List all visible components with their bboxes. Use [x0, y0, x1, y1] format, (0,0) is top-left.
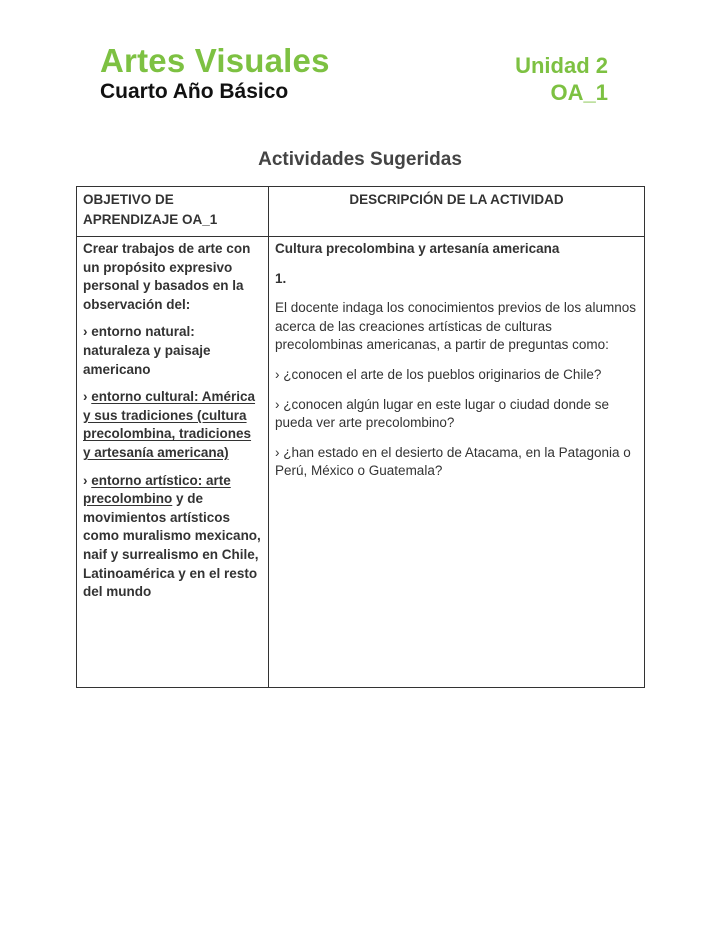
- activity-question-3: › ¿han estado en el desierto de Atacama, en la Patagonia o Perú, México o Guatemala?: [275, 444, 631, 479]
- objective-item-artistic-rest: y de movimientos artísticos como muralismo mexicano, naif y surrealismo en Chile, Latinoamérica y en el resto del mundo: [83, 491, 261, 600]
- objective-item-artistic-underlined: entorno artístico: arte precolombino: [83, 472, 231, 507]
- unit-label: Unidad 2: [515, 53, 608, 78]
- header-description: DESCRIPCIÓN DE LA ACTIVIDAD: [269, 187, 645, 237]
- activity-title: Cultura precolombina y artesanía americana: [275, 241, 560, 256]
- bullet: ›: [83, 472, 92, 488]
- oa-label: OA_1: [550, 80, 608, 105]
- activity-number: 1.: [275, 270, 287, 286]
- objective-item-cultural-text: entorno cultural: América y sus tradiciones (cultura precolombina, tradiciones y artesanía americana): [83, 389, 256, 460]
- section-title: Actividades Sugeridas: [258, 149, 462, 170]
- objective-item-artistic: [83, 472, 262, 602]
- activity-question-1: › ¿conocen el arte de los pueblos originarios de Chile?: [275, 366, 602, 382]
- activity-paragraph: El docente indaga los conocimientos previos de los alumnos acerca de las creaciones artísticas de culturas precolombinas americanas, a partir de preguntas como:: [275, 300, 636, 353]
- objective-item-natural: › entorno natural: naturaleza y paisaje americano: [83, 324, 211, 377]
- table-header-row: [77, 187, 645, 237]
- objective-item-cultural: [83, 388, 262, 462]
- description-cell: [269, 237, 645, 688]
- table-row: [77, 237, 645, 688]
- grade-subtitle: Cuarto Año Básico: [100, 80, 289, 103]
- bullet: ›: [83, 389, 92, 405]
- subject-title: Artes Visuales: [100, 42, 330, 79]
- objective-intro: Crear trabajos de arte con un propósito expresivo personal y basados en la observación del:: [83, 241, 251, 312]
- objective-cell: [77, 237, 269, 688]
- activities-table: [76, 186, 645, 688]
- header-objective: OBJETIVO DE APRENDIZAJE OA_1: [77, 187, 269, 237]
- activity-question-2: › ¿conocen algún lugar en este lugar o ciudad donde se pueda ver arte precolombino?: [275, 396, 609, 431]
